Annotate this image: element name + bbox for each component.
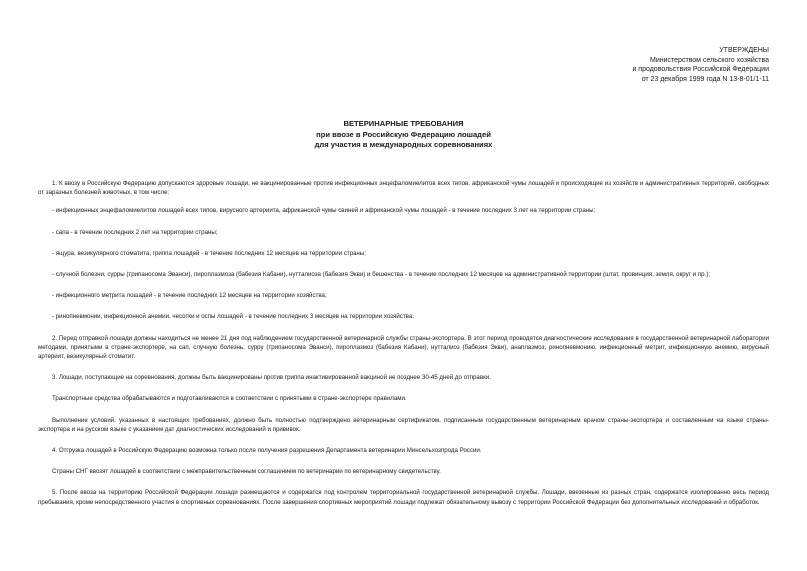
paragraph-13: Страны СНГ ввозят лошадей в соответствии с межправительственным соглашением по ветеринарии по ветеринарному свидетельству. — [52, 468, 441, 476]
paragraph-4: - ящура, везикулярного стоматита, гриппа лошадей - в течение последних 12 месяцев на территории страны; — [52, 249, 366, 257]
document-title — [0, 119, 807, 151]
document-body — [38, 179, 769, 507]
title-line-1: ВЕТЕРИНАРНЫЕ ТРЕБОВАНИЯ — [343, 119, 464, 128]
paragraph-11: Выполнение условий, указанных в настоящих требованиях, должно быть полностью подтверждено ветеринарным сертификатом, подписанным государственным ветеринарным врачом страны-экспортера и составленным на языке страны-экспортера и на русском языке с указанием дат диагностических исследований и прививок. — [38, 416, 769, 433]
approval-ministry-cont: и продовольствия Российской Федерации — [632, 66, 769, 74]
approval-heading: УТВЕРЖДЕНЫ — [719, 47, 769, 54]
paragraph-12: 4. Отгрузка лошадей в Российскую Федерацию возможна только после получения разрешения Департамента ветеринарии Минсельхозпрода России. — [52, 447, 482, 455]
paragraph-6: - инфекционного метрита лошадей - в течение последних 12 месяцев на территории хозяйства; — [52, 292, 327, 300]
paragraph-3: - сапа - в течение последних 2 лет на территории страны; — [52, 228, 218, 236]
paragraph-14: 5. После ввоза на территорию Российской Федерации лошади размещаются и содержатся под контролем территориальной государственной ветеринарной службы. Лошади, ввезенные из разных стран, содержатся изолированно весь период пребывания, кроме непосредственного участия в спортивных соревнованиях. После завершения спортивных мероприятий лошади подлежат обязательному вывозу с территории Российской Федерации без дополнительных исследований и обработок. — [38, 489, 769, 506]
paragraph-10: Транспортные средства обрабатываются и подготавливаются в соответствии с принятыми в стране-экспортере правилами. — [52, 395, 407, 403]
title-line-2: при ввозе в Российскую Федерацию лошадей — [316, 129, 491, 139]
title-line-3: для участия в международных соревнованиях — [314, 140, 493, 149]
paragraph-1: 1. К ввозу в Российскую Федерацию допускаются здоровые лошади, не вакцинированные против инфекционных энцефаломиелитов всех типов, африканской чумы лошадей и происходящие из хозяйств и административных территорий, свободных от заразных болезней животных, в том числе: — [38, 180, 769, 197]
approval-block — [632, 46, 769, 84]
approval-date: от 23 декабря 1999 года N 13-8-01/1-11 — [641, 75, 769, 83]
approval-ministry: Министерством сельского хозяйства — [650, 56, 769, 64]
paragraph-9: 3. Лошади, поступающие на соревнования, должны быть вакцинированы против гриппа инактивированной вакциной не позднее 30-45 дней до отправки. — [52, 374, 491, 382]
paragraph-8: 2. Перед отправкой лошади должны находиться не менее 21 дня под наблюдением государственной ветеринарной службы страны-экспортера. В этот период проводятся диагностические исследования в государственной ветеринарной лаборатории методами, принятыми в стране-экспортере, на сап, случную болезнь, сурру (трипаносома Эванси), пироплазмоз (бабезия Кабани), нутталиоз (бабезия Экви), анаплазмоз, ринопневмонию, инфекционный метрит, инфекционную анемию, вирусный артериит, везикулярный стоматит. — [38, 334, 769, 361]
paragraph-2: - инфекционных энцефаломиелитов лошадей всех типов, вирусного артериита, африканской чумы свиней и африканской чумы лошадей - в течение последних 3 лет на территории страны; — [52, 207, 596, 215]
paragraph-7: - ринопневмонии, инфекционной анемии, чесотки и оспы лошадей - в течение последних 3 месяцев на территории хозяйства. — [52, 313, 414, 321]
paragraph-5: - случной болезни, сурры (трипаносома Эванси), пироплазмоза (бабезия Кабани), нутталиоза (бабезия Экви) и бешенства - в течение последних 12 месяцев на административной территории (штат, провинция, земля, округ и пр.); — [52, 271, 710, 279]
